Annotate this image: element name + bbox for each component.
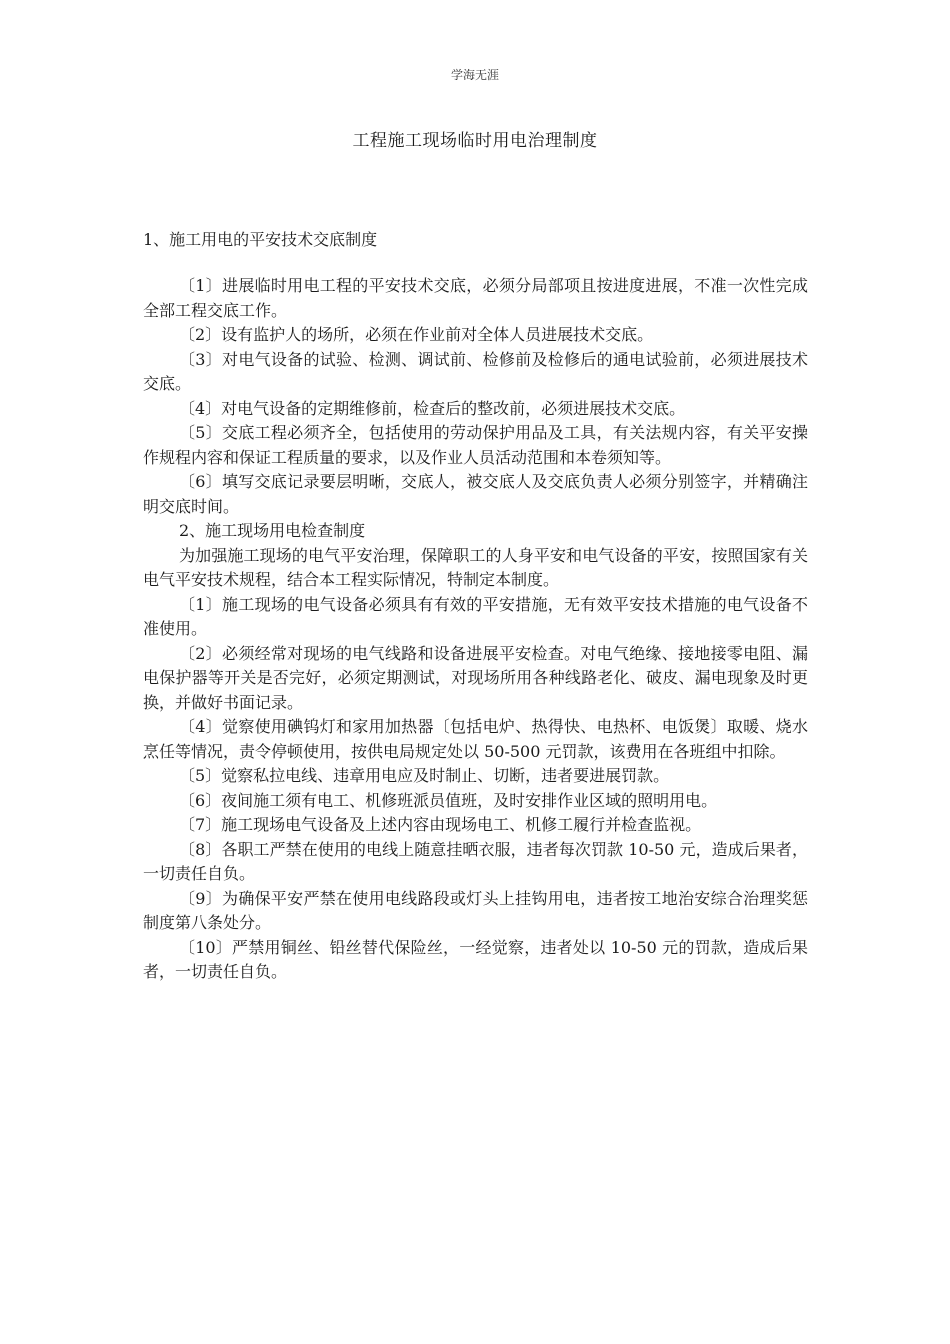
paragraph: 〔1〕施工现场的电气设备必须具有有效的平安措施，无有效平安技术措施的电气设备不准使用。 [143, 594, 808, 638]
paragraph: 〔10〕严禁用铜丝、铅丝替代保险丝，一经觉察，违者处以 10-50 元的罚款，造成后果者，一切责任自负。 [143, 937, 808, 981]
paragraph: 〔5〕觉察私拉电线、违章用电应及时制止、切断，违者要进展罚款。 [179, 766, 670, 785]
paragraph: 〔6〕填写交底记录要层明晰，交底人，被交底人及交底负责人必须分别签字，并精确注明交底时间。 [143, 472, 808, 516]
section-heading-1: 1、施工用电的平安技术交底制度 [143, 230, 378, 249]
paragraph: 〔2〕必须经常对现场的电气线路和设备进展平安检查。对电气绝缘、接地接零电阻、漏电保护器等开关是否完好，必须定期测试，对现场所用各种线路老化、破皮、漏电现象及时更换，并做好书面记录。 [143, 643, 808, 712]
paragraph: 〔3〕对电气设备的试验、检测、调试前、检修前及检修后的通电试验前，必须进展技术交底。 [143, 349, 808, 393]
paragraph: 〔4〕觉察使用碘钨灯和家用加热器〔包括电炉、热得快、电热杯、电饭煲〕取暖、烧水烹任等情况，责令停顿使用，按供电局规定处以 50-500 元罚款，该费用在各班组中扣除。 [143, 717, 808, 761]
paragraph: 〔9〕为确保平安严禁在使用电线路段或灯头上挂钩用电，违者按工地治安综合治理奖惩制度第八条处分。 [143, 888, 808, 932]
paragraph: 〔6〕夜间施工须有电工、机修班派员值班，及时安排作业区域的照明用电。 [179, 790, 718, 810]
page-header: 学海无涯 [450, 68, 499, 82]
paragraph: 〔2〕设有监护人的场所，必须在作业前对全体人员进展技术交底。 [179, 325, 654, 344]
document-body [143, 274, 808, 985]
paragraph: 〔1〕进展临时用电工程的平安技术交底，必须分局部项且按进度进展，不准一次性完成全部工程交底工作。 [143, 276, 808, 320]
document-title: 工程施工现场临时用电治理制度 [352, 131, 598, 151]
paragraph: 〔4〕对电气设备的定期维修前，检查后的整改前，必须进展技术交底。 [179, 398, 686, 418]
paragraph: 〔5〕交底工程必须齐全，包括使用的劳动保护用品及工具，有关法规内容，有关平安操作规程内容和保证工程质量的要求，以及作业人员活动范围和本卷须知等。 [143, 423, 808, 467]
paragraph: 〔8〕各职工严禁在使用的电线上随意挂晒衣服，违者每次罚款 10-50 元，造成后果者，一切责任自负。 [143, 839, 808, 883]
section-heading-2: 2、施工现场用电检查制度 [179, 521, 366, 540]
paragraph: 〔7〕施工现场电气设备及上述内容由现场电工、机修工履行并检查监视。 [179, 815, 702, 834]
paragraph: 为加强施工现场的电气平安治理，保障职工的人身平安和电气设备的平安，按照国家有关电气平安技术规程，结合本工程实际情况，特制定本制度。 [143, 545, 808, 589]
